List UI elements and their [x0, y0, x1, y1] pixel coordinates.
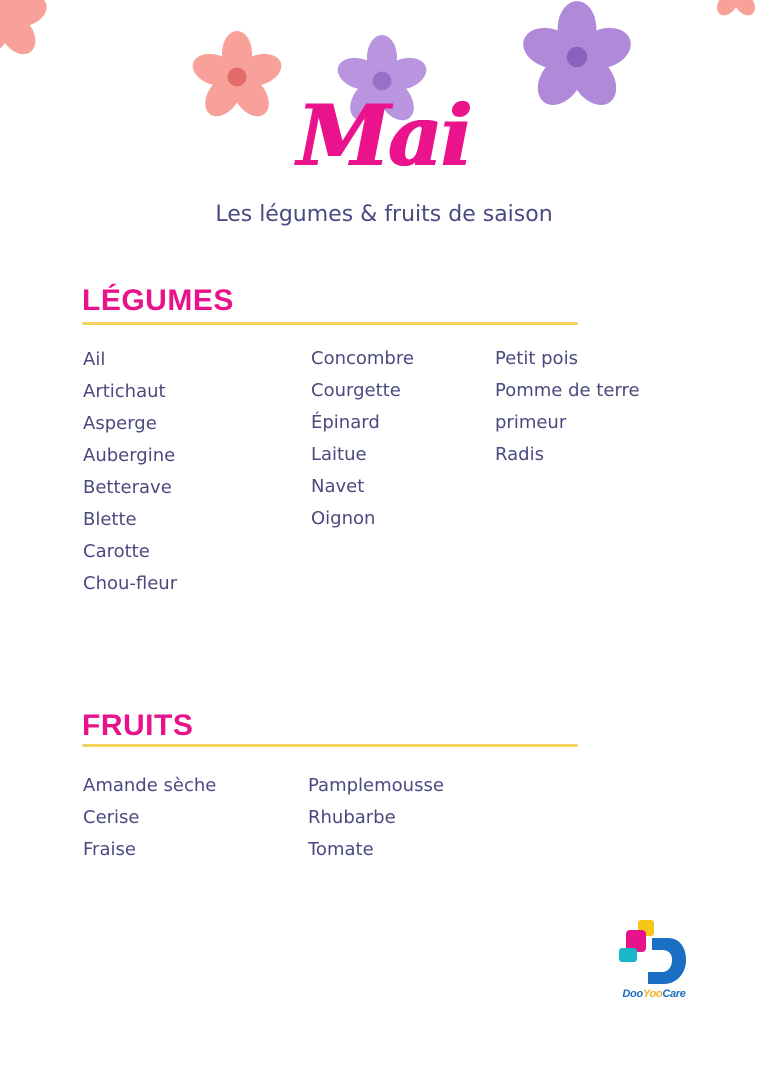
- list-item: Rhubarbe: [308, 807, 396, 828]
- list-item: Radis: [495, 444, 544, 465]
- list-item: Tomate: [308, 839, 374, 860]
- list-item: Amande sèche: [83, 775, 217, 796]
- list-item: Chou-fleur: [83, 573, 178, 594]
- fruits-divider: [82, 744, 578, 747]
- vegetables-column-2: [311, 343, 414, 535]
- fruits-column-1: [83, 770, 216, 866]
- list-item: Cerise: [83, 807, 140, 828]
- list-item: Pamplemousse: [308, 775, 444, 796]
- page-subtitle: Les légumes & fruits de saison: [215, 202, 553, 227]
- list-item: Laitue: [311, 444, 367, 465]
- vegetables-heading: LÉGUMES: [82, 284, 234, 317]
- flower-pink-corner-right-icon: [700, 0, 768, 20]
- list-item: Carotte: [83, 541, 150, 562]
- logo-wordmark: DooYooCare: [622, 988, 686, 1000]
- list-item: Courgette: [311, 380, 401, 401]
- logo-mark-icon: [614, 916, 694, 988]
- list-item: Épinard: [311, 412, 380, 433]
- list-item: Oignon: [311, 508, 376, 529]
- list-item: Navet: [311, 476, 365, 497]
- list-item: Aubergine: [83, 445, 176, 466]
- list-item: Betterave: [83, 477, 172, 498]
- list-item: Ail: [83, 349, 106, 370]
- list-item: Pomme de terre: [495, 380, 640, 401]
- fruits-column-2: [308, 770, 444, 866]
- list-item: Concombre: [311, 348, 414, 369]
- list-item: primeur: [495, 412, 567, 433]
- page-title: Mai: [297, 86, 471, 185]
- list-item: Artichaut: [83, 381, 166, 402]
- brand-logo: [614, 916, 694, 1008]
- list-item: Asperge: [83, 413, 157, 434]
- flower-pink-corner-left-icon: [0, 0, 50, 62]
- vegetables-column-1: [83, 344, 177, 600]
- list-item: Blette: [83, 509, 137, 530]
- vegetables-column-3: [495, 343, 640, 471]
- list-item: Petit pois: [495, 348, 578, 369]
- vegetables-divider: [82, 322, 578, 325]
- fruits-heading: FRUITS: [82, 709, 194, 742]
- list-item: Fraise: [83, 839, 136, 860]
